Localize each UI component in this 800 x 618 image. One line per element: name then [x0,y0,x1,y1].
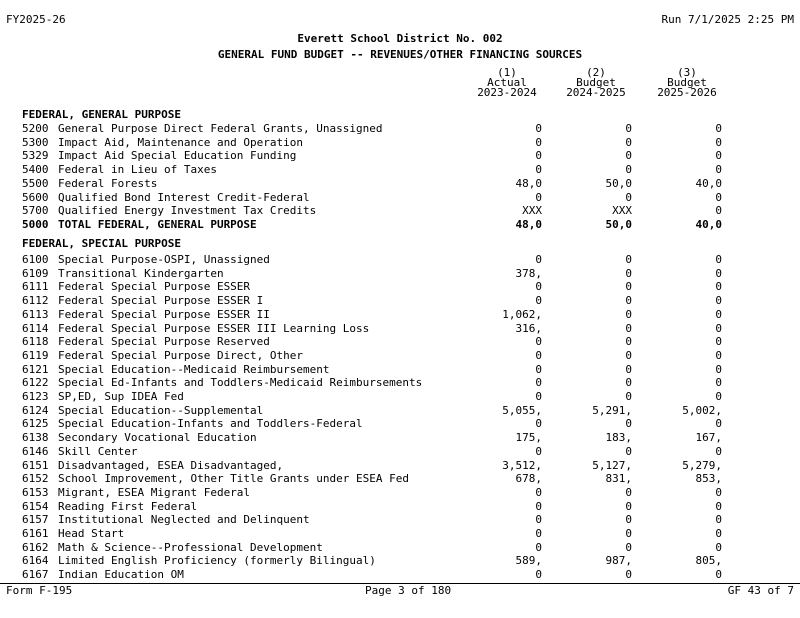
account-code: 6162 [22,540,49,554]
value-budget-prior: 0 [625,307,632,321]
table-row [22,149,722,163]
value-actual: 0 [535,253,542,266]
account-description: Impact Aid, Maintenance and Operation [58,135,304,149]
account-code: 5329 [22,149,49,163]
value-budget-current: 0 [715,485,722,499]
account-description: Skill Center [58,444,138,458]
value-actual: XXX [522,204,542,218]
account-description: Indian Education OM [58,568,184,582]
value-actual: 0 [535,335,542,349]
account-description: Math & Science--Professional Development [58,540,323,554]
report-title: GENERAL FUND BUDGET -- REVENUES/OTHER FINANCING SOURCES [217,48,583,61]
account-description: School Improvement, Other Title Grants under ESEA Fed [58,472,409,486]
table-row [22,554,722,568]
column-number: (3) [677,66,697,79]
value-budget-current: 0 [715,540,722,554]
value-budget-current: 0 [715,376,722,390]
value-budget-prior: XXX [612,204,632,218]
value-actual: 378, [515,266,542,280]
account-description: Reading First Federal [58,499,198,513]
account-description: Qualified Bond Interest Credit-Federal [58,190,310,204]
account-code: 6164 [22,554,49,568]
value-budget-prior: 5,291, [592,403,632,417]
value-budget-prior: 0 [625,499,632,513]
account-code: 6109 [22,266,49,280]
account-description: Special Education-Infants and Toddlers-Federal [58,417,363,431]
account-code: 6138 [22,431,49,445]
table-row [22,294,722,308]
value-actual: 0 [535,390,542,403]
table-row [22,513,722,527]
account-code: 6111 [22,280,49,294]
account-description: Federal in Lieu of Taxes [58,163,217,177]
total-row [22,218,722,232]
value-actual: 0 [535,348,542,362]
table-row [22,404,722,418]
account-code: 5500 [22,176,49,190]
account-description: Special Purpose-OSPI, Unassigned [58,253,270,266]
table-row [22,335,722,349]
account-description: Head Start [58,527,125,540]
account-code: 5200 [22,122,49,135]
value-budget-prior: 0 [625,321,632,335]
value-actual: 0 [535,485,542,499]
account-code: 6100 [22,253,49,266]
column-header-actual [472,68,542,98]
value-actual: 316, [515,321,542,335]
value-actual: 0 [535,122,542,135]
account-description: Institutional Neglected and Delinquent [58,513,310,527]
account-code: 6125 [22,417,49,431]
value-budget-current: 0 [715,122,722,135]
account-description: Impact Aid Special Education Funding [58,149,297,163]
value-actual: 589, [515,554,542,568]
table-row [22,122,722,136]
value-budget-prior: 50,0 [605,176,632,190]
value-actual: 0 [535,280,542,294]
value-budget-prior: 183, [605,431,632,445]
value-budget-prior: 0 [625,527,632,540]
account-description: Federal Special Purpose Direct, Other [58,348,304,362]
account-code: 6119 [22,348,49,362]
value-budget-current: 0 [715,280,722,294]
account-code: 6112 [22,294,49,308]
district-title: Everett School District No. 002 [297,32,503,45]
value-budget-prior: 987, [605,554,632,568]
account-code: 6151 [22,458,49,472]
account-description: General Purpose Direct Federal Grants, Unassigned [58,122,383,135]
value-actual: 5,055, [502,403,542,417]
account-description: Federal Special Purpose ESSER III Learning Loss [58,321,370,335]
value-actual: 0 [535,376,542,390]
table-row [22,204,722,218]
value-budget-current: 0 [715,266,722,280]
column-year: 2024-2025 [566,86,626,99]
value-budget-prior: 0 [625,190,632,204]
value-budget-prior: 0 [625,163,632,177]
account-description: Transitional Kindergarten [58,266,224,280]
value-budget-current: 0 [715,390,722,403]
value-budget-current: 0 [715,527,722,540]
table-row [22,177,722,191]
value-budget-prior: 0 [625,122,632,135]
table-row [22,459,722,473]
value-budget-prior: 0 [625,513,632,527]
value-budget-current: 5,279, [682,458,722,472]
column-label: Budget [576,76,616,89]
value-budget-prior: 0 [625,362,632,376]
value-budget-current: 0 [715,362,722,376]
value-budget-prior: 50,0 [605,217,632,231]
value-budget-current: 40,0 [695,176,722,190]
value-budget-prior: 0 [625,266,632,280]
table-row [22,390,722,404]
value-budget-current: 167, [695,431,722,445]
account-code: 6157 [22,513,49,527]
account-description: Federal Special Purpose Reserved [58,335,270,349]
account-code: 6153 [22,485,49,499]
value-budget-current: 0 [715,335,722,349]
account-code: 5400 [22,163,49,177]
value-budget-current: 0 [715,190,722,204]
value-budget-current: 0 [715,307,722,321]
account-code: 5700 [22,204,49,218]
value-actual: 0 [535,499,542,513]
value-actual: 0 [535,568,542,582]
value-budget-current: 5,002, [682,403,722,417]
table-row [22,541,722,555]
table-row [22,136,722,150]
account-code: 6167 [22,568,49,582]
account-code: 6114 [22,321,49,335]
value-actual: 0 [535,527,542,540]
value-budget-prior: 0 [625,390,632,403]
table-row [22,486,722,500]
table-row [22,500,722,514]
table-row [22,376,722,390]
value-budget-prior: 0 [625,444,632,458]
value-budget-prior: 0 [625,135,632,149]
report-fiscal-year: FY2025-26 [6,13,66,26]
account-code: 6161 [22,527,49,540]
table-row [22,417,722,431]
account-description: SP,ED, Sup IDEA Fed [58,390,184,403]
value-budget-current: 0 [715,499,722,513]
table-row [22,191,722,205]
value-actual: 3,512, [502,458,542,472]
value-budget-prior: 0 [625,348,632,362]
value-actual: 0 [535,362,542,376]
account-description: Federal Special Purpose ESSER I [58,294,264,308]
column-number: (2) [586,66,606,79]
account-code: 6152 [22,472,49,486]
section-heading: FEDERAL, SPECIAL PURPOSE [22,237,181,250]
account-code: 5000 [22,217,49,231]
account-description: Special Education--Medicaid Reimbursement [58,362,330,376]
account-description: Special Ed-Infants and Toddlers-Medicaid Reimbursements [58,376,423,390]
value-budget-current: 0 [715,417,722,431]
account-description: Secondary Vocational Education [58,431,257,445]
account-code: 5300 [22,135,49,149]
form-number: Form F-195 [6,584,73,597]
value-budget-current: 0 [715,513,722,527]
account-code: 6123 [22,390,49,403]
value-actual: 0 [535,417,542,431]
table-row [22,322,722,336]
value-actual: 0 [535,444,542,458]
value-budget-prior: 0 [625,294,632,308]
report-run-date: Run 7/1/2025 2:25 PM [661,13,794,26]
value-budget-prior: 831, [605,472,632,486]
value-budget-prior: 5,127, [592,458,632,472]
account-description: TOTAL FEDERAL, GENERAL PURPOSE [58,217,257,231]
value-budget-current: 0 [715,204,722,218]
account-description: Qualified Energy Investment Tax Credits [58,204,317,218]
value-budget-prior: 0 [625,485,632,499]
value-budget-current: 0 [715,568,722,582]
column-header-budget-prior [561,68,631,98]
value-budget-prior: 0 [625,540,632,554]
value-actual: 1,062, [502,307,542,321]
table-row [22,163,722,177]
account-description: Federal Forests [58,176,158,190]
account-description: Federal Special Purpose ESSER [58,280,251,294]
column-label: Actual [487,76,527,89]
column-number: (1) [497,66,517,79]
account-code: 6124 [22,403,49,417]
table-row [22,349,722,363]
value-actual: 0 [535,513,542,527]
value-budget-current: 0 [715,321,722,335]
value-budget-current: 0 [715,149,722,163]
table-row [22,267,722,281]
account-description: Migrant, ESEA Migrant Federal [58,485,251,499]
account-code: 6118 [22,335,49,349]
table-row [22,280,722,294]
value-budget-prior: 0 [625,376,632,390]
value-budget-prior: 0 [625,149,632,163]
value-actual: 0 [535,135,542,149]
table-row [22,527,722,541]
account-description: Special Education--Supplemental [58,403,264,417]
value-actual: 0 [535,163,542,177]
value-budget-prior: 0 [625,335,632,349]
account-code: 6113 [22,307,49,321]
value-budget-current: 0 [715,444,722,458]
column-year: 2023-2024 [477,86,537,99]
page-number: Page 3 of 180 [365,584,452,597]
table-row [22,568,722,582]
gf-page-number: GF 43 of 7 [727,584,794,597]
value-budget-prior: 0 [625,280,632,294]
table-row [22,445,722,459]
value-actual: 0 [535,149,542,163]
table-row [22,431,722,445]
account-description: Disadvantaged, ESEA Disadvantaged, [58,458,284,472]
column-year: 2025-2026 [657,86,717,99]
value-budget-current: 0 [715,294,722,308]
value-budget-prior: 0 [625,253,632,266]
value-budget-current: 0 [715,163,722,177]
value-budget-prior: 0 [625,417,632,431]
account-description: Limited English Proficiency (formerly Bilingual) [58,554,376,568]
table-row [22,308,722,322]
account-code: 6122 [22,376,49,390]
table-row [22,472,722,486]
value-actual: 0 [535,540,542,554]
account-description: Federal Special Purpose ESSER II [58,307,270,321]
account-code: 6146 [22,444,49,458]
value-actual: 0 [535,190,542,204]
value-budget-prior: 0 [625,568,632,582]
section-heading: FEDERAL, GENERAL PURPOSE [22,108,181,121]
account-code: 6121 [22,362,49,376]
value-actual: 678, [515,472,542,486]
value-actual: 0 [535,294,542,308]
value-budget-current: 0 [715,135,722,149]
value-budget-current: 853, [695,472,722,486]
value-actual: 48,0 [515,176,542,190]
value-budget-current: 0 [715,348,722,362]
account-code: 5600 [22,190,49,204]
table-row [22,363,722,377]
value-budget-current: 0 [715,253,722,266]
column-label: Budget [667,76,707,89]
value-budget-current: 40,0 [695,217,722,231]
account-code: 6154 [22,499,49,513]
value-actual: 175, [515,431,542,445]
value-actual: 48,0 [515,217,542,231]
column-header-budget-current [652,68,722,98]
table-row [22,253,722,267]
value-budget-current: 805, [695,554,722,568]
